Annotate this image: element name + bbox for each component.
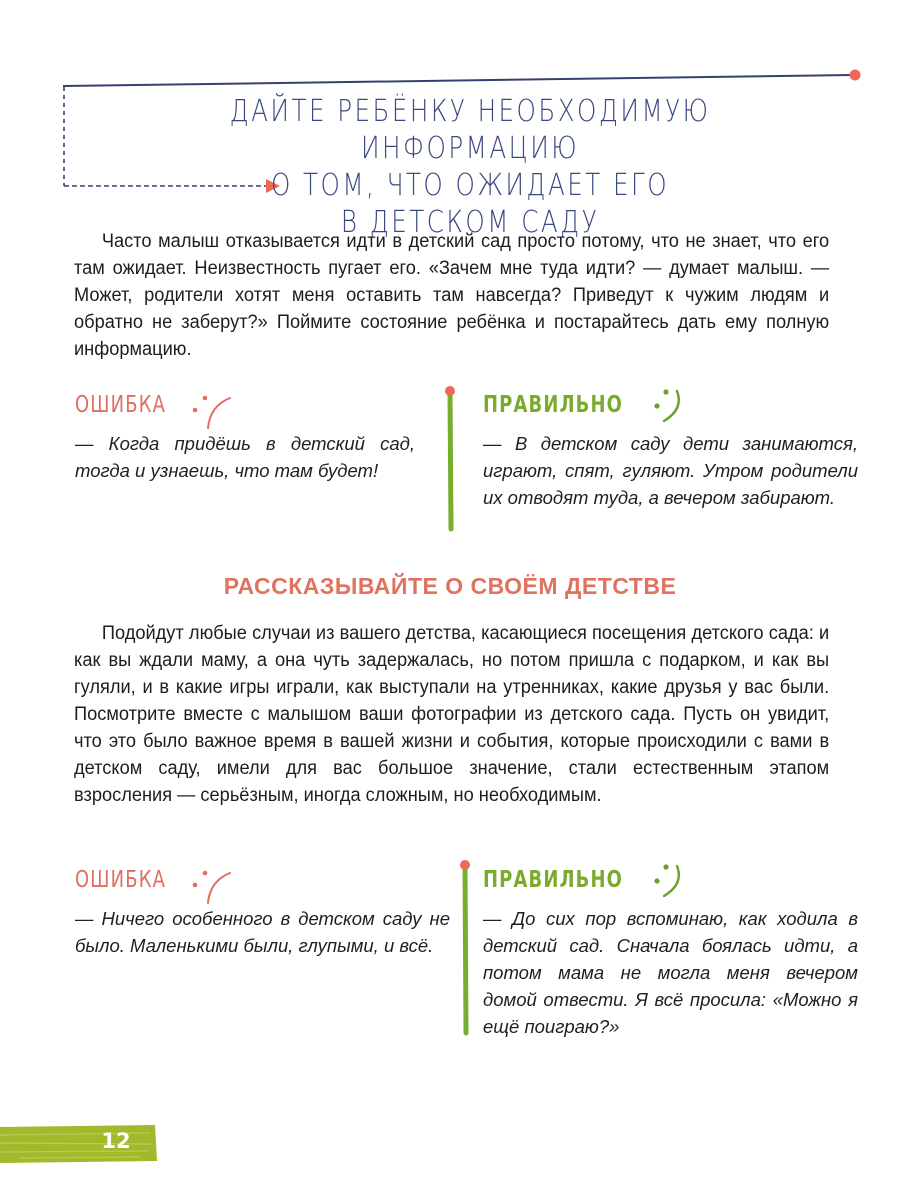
intro-paragraph: Часто малыш отказывается идти в детский сад просто потому, что не знает, что его там ожидает. Неизвестность пугает его. «Зачем мне туда идти? — думает малыш. — Может, родители хотят меня оставить там навсегда? Приведут к чужим людям и обратно не заберут?» Поймите состояние ребёнка и постарайтесь дать ему полную информацию.: [74, 230, 830, 360]
page-title: [150, 93, 790, 241]
intro-paragraph-block: [74, 228, 829, 363]
page-title-line-2: О ТОМ, ЧТО ОЖИДАЕТ ЕГО: [270, 168, 670, 203]
correct-quote-2-text: — До сих пор вспоминаю, как ходила в детский сад. Сначала боялась идти, а потом мама не могла меня вечером домой отвести. Я всё просила: «Можно я ещё поиграю?»: [483, 908, 858, 1037]
mistake-label-1: ОШИБКА: [75, 392, 167, 418]
section-heading: РАССКАЗЫВАЙТЕ О СВОЁМ ДЕТСТВЕ: [223, 573, 677, 599]
title-frame-top-line: [63, 75, 852, 86]
mistake-quote-1: [75, 430, 415, 484]
page-title-line-1: ДАЙТЕ РЕБЁНКУ НЕОБХОДИМУЮ ИНФОРМАЦИЮ: [229, 94, 711, 166]
divider-stick-2: [458, 858, 474, 1038]
title-frame-dot: [850, 70, 861, 81]
page-number: 12: [101, 1129, 131, 1153]
correct-quote-2: [483, 905, 858, 1040]
correct-label-1: ПРАВИЛЬНО: [483, 392, 624, 418]
mistake-quote-2-text: — Ничего особенного в детском саду не было. Маленькими были, глупыми, и всё.: [75, 908, 450, 956]
page-title-line-3: В ДЕТСКОМ САДУ: [340, 205, 600, 240]
mistake-quote-2: [75, 905, 450, 959]
correct-label-2: ПРАВИЛЬНО: [483, 867, 624, 893]
correct-quote-1: [483, 430, 858, 511]
sad-face-icon: [184, 863, 234, 911]
correct-quote-1-text: — В детском саду дети занимаются, играют, спят, гуляют. Утром родители их отводят туда, а вечером забирают.: [483, 433, 858, 508]
happy-face-icon: [650, 385, 690, 433]
mistake-quote-1-text: — Когда придёшь в детский сад, тогда и узнаешь, что там будет!: [75, 433, 415, 481]
happy-face-icon: [650, 860, 690, 908]
mistake-label-2: ОШИБКА: [75, 867, 167, 893]
sad-face-icon: [184, 388, 234, 436]
divider-stick-1: [443, 384, 459, 534]
story-paragraph: Подойдут любые случаи из вашего детства, касающиеся посещения детского сада: и как вы ждали маму, а она чуть задержалась, но потом пришла с подарком, и как вы гуляли, и в какие игры играли, как выступали на утренниках, какие друзья у вас были. Посмотрите вместе с малышом ваши фотографии из детского сада. Пусть он увидит, что это было важное время в вашей жизни и события, которые происходили с вами в детском саду, имели для вас большое значение, стали естественным этапом взросления — серьёзным, иногда сложным, но необходимым.: [74, 622, 830, 806]
story-paragraph-block: [74, 620, 829, 809]
page-number-badge: [0, 1125, 160, 1165]
